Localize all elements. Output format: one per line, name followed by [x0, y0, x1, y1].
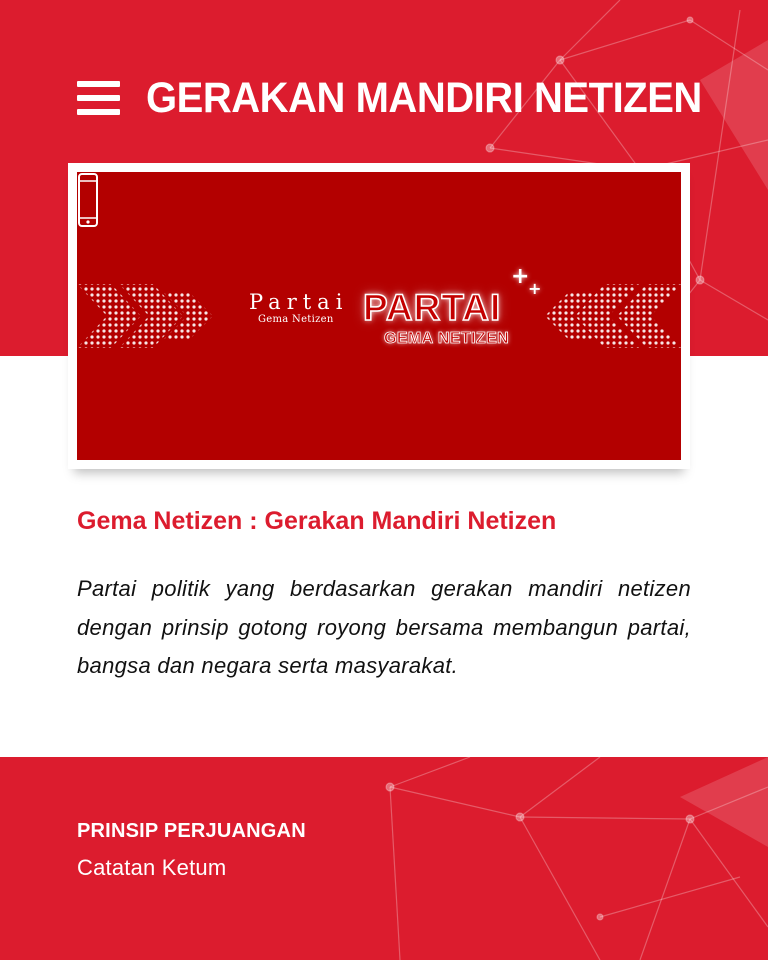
- sparkle-plus-icon: +: [511, 264, 530, 289]
- article-heading: Gema Netizen : Gerakan Mandiri Netizen: [77, 507, 557, 535]
- banner-card: [68, 163, 690, 469]
- small-logo-word: Partai: [249, 290, 349, 314]
- page-header: [77, 70, 744, 126]
- footer-sublabel[interactable]: Catatan Ketum: [77, 855, 227, 880]
- big-logo-word: PARTAI: [363, 287, 502, 328]
- article-body: Partai politik yang berdasarkan gerakan mandiri netizen dengan prinsip gotong royong bersama membangun partai, bangsa dan negara serta masyarakat.: [77, 576, 691, 678]
- smartphone-icon: [77, 172, 99, 228]
- sparkle-plus-icon: +: [528, 279, 542, 298]
- small-logo-subtitle: Gema Netizen: [258, 314, 334, 325]
- hamburger-menu-icon[interactable]: [77, 81, 120, 115]
- footer-label[interactable]: PRINSIP PERJUANGAN: [77, 820, 306, 842]
- page-title: GERAKAN MANDIRI NETIZEN: [146, 73, 702, 122]
- big-logo-subtitle: GEMA NETIZEN: [384, 330, 510, 347]
- banner-image[interactable]: [77, 172, 681, 460]
